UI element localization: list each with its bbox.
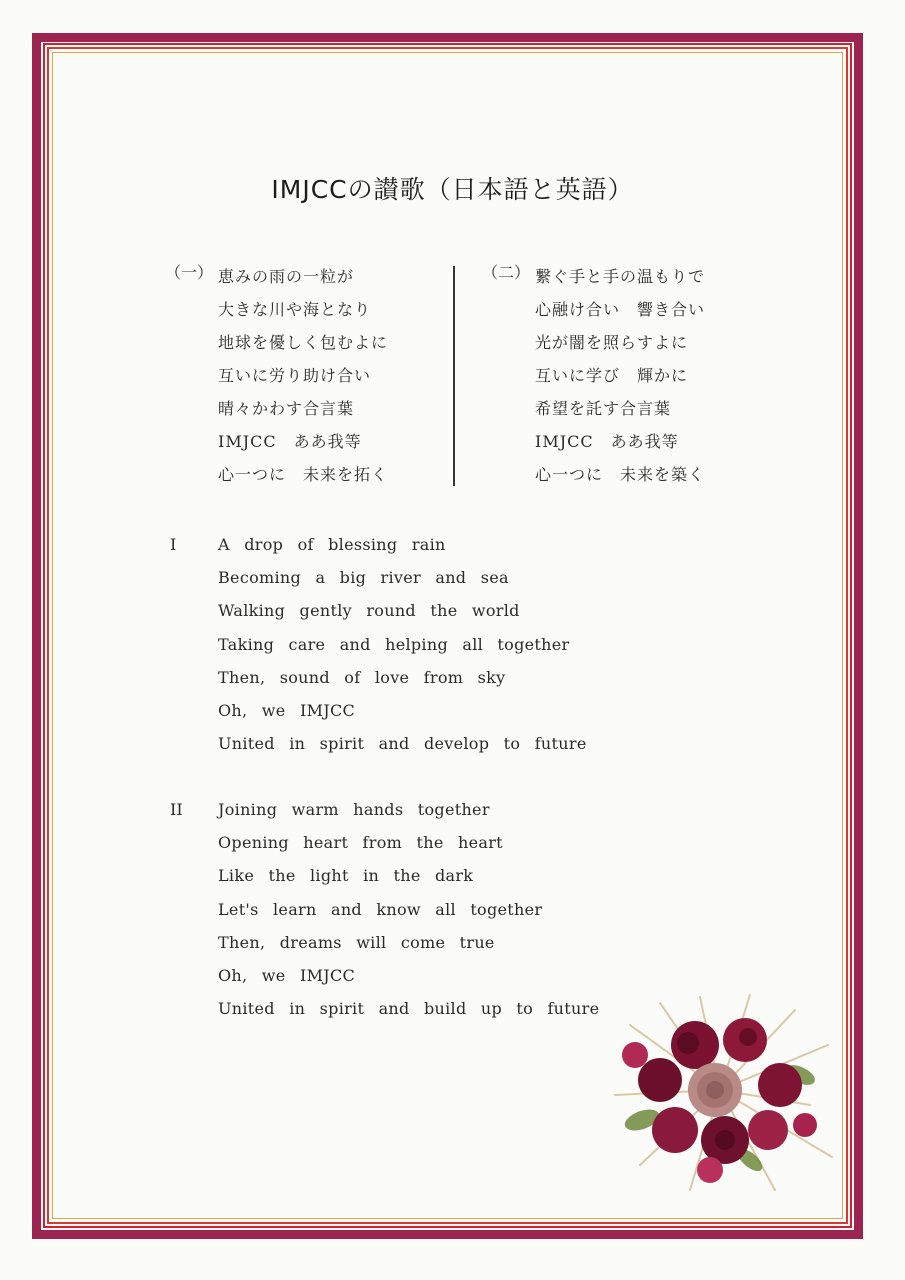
verse-line: Oh, we IMJCC [218, 700, 356, 720]
verse-number: （一） [165, 263, 214, 282]
verse-line: 恵みの雨の一粒が [218, 267, 355, 286]
verse-line: 互いに労り助け合い [218, 366, 372, 385]
verse-line: 晴々かわす合言葉 [218, 399, 355, 418]
verse-number: I [170, 535, 177, 554]
verse-line: Taking care and helping all together [218, 634, 570, 654]
verse-lines [218, 528, 587, 760]
page-title: IMJCCの讃歌（日本語と英語） [271, 175, 634, 204]
verse-lines [218, 793, 599, 1025]
column-divider [453, 266, 455, 486]
verse-line: Let's learn and know all together [218, 899, 543, 919]
verse-line: United in spirit and develop to future [218, 734, 587, 754]
verse-line: Like the light in the dark [218, 866, 474, 886]
verse-line: 心融け合い 響き合い [535, 300, 706, 319]
verse-line: Then, sound of love from sky [218, 667, 506, 687]
verse-line: Oh, we IMJCC [218, 965, 356, 985]
verse-line: United in spirit and build up to future [218, 999, 600, 1019]
verse-line: 地球を優しく包むよに [218, 333, 389, 352]
verse-lines [535, 260, 705, 491]
verse-line: Becoming a big river and sea [218, 568, 509, 588]
verse-line: IMJCC ああ我等 [218, 432, 362, 451]
verse-line: Joining warm hands together [218, 800, 490, 819]
verse-line: Opening heart from the heart [218, 833, 503, 853]
verse-line: Walking gently round the world [218, 601, 520, 621]
verse-line: 心一つに 未来を拓く [218, 465, 389, 484]
verse-line: 希望を託す合言葉 [535, 399, 672, 418]
verse-line: 繋ぐ手と手の温もりで [535, 267, 706, 286]
verse-number: II [170, 800, 183, 819]
verse-line: A drop of blessing rain [218, 535, 446, 554]
verse-lines [218, 260, 388, 491]
verse-number: （二） [482, 263, 531, 282]
verse-line: 互いに学び 輝かに [535, 366, 689, 385]
verse-line: 光が闇を照らすよに [535, 333, 689, 352]
verse-line: 心一つに 未来を築く [535, 465, 706, 484]
verse-line: IMJCC ああ我等 [535, 432, 679, 451]
flower-bouquet-icon [600, 985, 840, 1200]
verse-line: Then, dreams will come true [218, 932, 495, 952]
verse-line: 大きな川や海となり [218, 300, 372, 319]
